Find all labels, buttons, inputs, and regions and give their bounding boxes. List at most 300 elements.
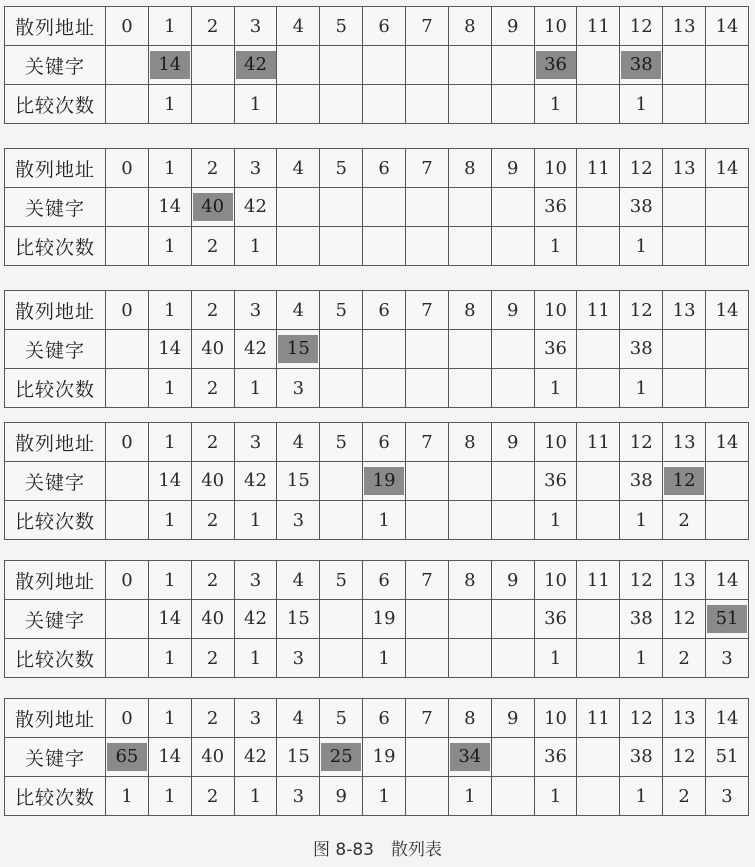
comparison-cell xyxy=(320,501,363,540)
comparison-cell xyxy=(320,227,363,266)
comparison-cell: 2 xyxy=(663,501,706,540)
key-cell xyxy=(277,462,320,501)
comparison-cell xyxy=(491,777,534,816)
key-cell xyxy=(706,738,749,777)
comparison-cell xyxy=(363,85,406,124)
key-value: 19 xyxy=(372,746,396,767)
address-cell: 2 xyxy=(191,699,234,738)
comparison-cell: 3 xyxy=(706,639,749,678)
key-value: 12 xyxy=(672,608,696,629)
comparison-cell: 1 xyxy=(148,777,191,816)
key-cell xyxy=(706,330,749,369)
address-cell: 8 xyxy=(448,561,491,600)
address-cell: 5 xyxy=(320,423,363,462)
key-cell xyxy=(148,188,191,227)
hash-table-step-5 xyxy=(4,560,749,678)
key-cell xyxy=(491,738,534,777)
key-value: 38 xyxy=(629,746,653,767)
hash-table-step-4 xyxy=(4,422,749,540)
address-cell: 6 xyxy=(363,7,406,46)
address-cell: 5 xyxy=(320,7,363,46)
key-cell xyxy=(706,188,749,227)
comparison-cell: 1 xyxy=(363,501,406,540)
key-row xyxy=(5,600,749,639)
comparisons-row xyxy=(5,501,749,540)
comparison-cell: 2 xyxy=(191,639,234,678)
key-cell xyxy=(706,46,749,85)
key-cell xyxy=(234,600,277,639)
address-cell: 13 xyxy=(663,291,706,330)
comparison-cell xyxy=(277,227,320,266)
address-cell: 1 xyxy=(148,149,191,188)
comparison-cell xyxy=(106,639,149,678)
key-row xyxy=(5,330,749,369)
row-label-address: 散列地址 xyxy=(5,423,106,462)
row-label-comparisons: 比较次数 xyxy=(5,85,106,124)
address-cell: 13 xyxy=(663,7,706,46)
address-cell: 6 xyxy=(363,423,406,462)
address-cell: 11 xyxy=(577,561,620,600)
comparison-cell xyxy=(448,369,491,408)
address-cell: 7 xyxy=(406,699,449,738)
comparison-cell xyxy=(106,227,149,266)
comparison-cell xyxy=(706,227,749,266)
comparison-cell: 2 xyxy=(191,777,234,816)
key-value: 14 xyxy=(158,196,182,217)
key-value: 38 xyxy=(629,338,653,359)
row-label-address: 散列地址 xyxy=(5,291,106,330)
address-cell: 9 xyxy=(491,561,534,600)
key-cell xyxy=(406,188,449,227)
key-cell xyxy=(491,462,534,501)
comparison-cell: 1 xyxy=(620,85,663,124)
highlighted-key: 65 xyxy=(107,743,147,771)
address-cell: 14 xyxy=(706,7,749,46)
comparison-cell: 1 xyxy=(534,227,577,266)
key-cell xyxy=(448,738,491,777)
key-value: 36 xyxy=(544,746,567,767)
address-cell: 8 xyxy=(448,423,491,462)
address-cell: 12 xyxy=(620,149,663,188)
address-cell: 2 xyxy=(191,561,234,600)
comparisons-row xyxy=(5,777,749,816)
key-cell xyxy=(577,46,620,85)
comparison-cell: 3 xyxy=(277,639,320,678)
key-cell xyxy=(620,600,663,639)
row-label-comparisons: 比较次数 xyxy=(5,369,106,408)
key-cell xyxy=(148,738,191,777)
address-cell: 10 xyxy=(534,149,577,188)
key-cell xyxy=(106,330,149,369)
key-value: 40 xyxy=(201,470,225,491)
address-cell: 4 xyxy=(277,291,320,330)
address-cell: 11 xyxy=(577,7,620,46)
address-cell: 12 xyxy=(620,291,663,330)
key-value: 42 xyxy=(244,196,267,217)
address-cell: 8 xyxy=(448,291,491,330)
address-cell: 4 xyxy=(277,149,320,188)
comparison-cell xyxy=(663,85,706,124)
comparison-cell: 1 xyxy=(148,639,191,678)
key-cell xyxy=(320,738,363,777)
comparison-cell xyxy=(406,777,449,816)
comparison-cell: 3 xyxy=(706,777,749,816)
address-cell: 10 xyxy=(534,291,577,330)
key-cell xyxy=(148,462,191,501)
key-cell xyxy=(363,188,406,227)
key-cell xyxy=(148,600,191,639)
key-cell xyxy=(620,738,663,777)
comparison-cell: 3 xyxy=(277,501,320,540)
address-cell: 13 xyxy=(663,561,706,600)
key-cell xyxy=(491,600,534,639)
highlighted-key: 51 xyxy=(707,605,747,633)
key-cell xyxy=(191,330,234,369)
comparison-cell: 1 xyxy=(620,369,663,408)
comparison-cell: 1 xyxy=(106,777,149,816)
highlighted-key: 19 xyxy=(364,467,404,495)
key-value: 36 xyxy=(544,470,567,491)
comparison-cell xyxy=(406,501,449,540)
address-cell: 7 xyxy=(406,561,449,600)
comparison-cell: 3 xyxy=(277,777,320,816)
address-cell: 14 xyxy=(706,561,749,600)
hash-table-step-3 xyxy=(4,290,749,408)
key-cell xyxy=(234,330,277,369)
key-cell xyxy=(320,330,363,369)
comparison-cell xyxy=(320,369,363,408)
comparison-cell xyxy=(663,227,706,266)
comparison-cell: 1 xyxy=(234,639,277,678)
key-value: 14 xyxy=(158,746,182,767)
key-value: 15 xyxy=(286,608,310,629)
key-cell xyxy=(577,600,620,639)
address-cell: 6 xyxy=(363,699,406,738)
key-value: 15 xyxy=(286,470,310,491)
address-cell: 0 xyxy=(106,291,149,330)
address-cell: 5 xyxy=(320,699,363,738)
key-cell xyxy=(106,46,149,85)
comparison-cell xyxy=(663,369,706,408)
key-value: 36 xyxy=(544,196,567,217)
comparison-cell xyxy=(106,369,149,408)
highlighted-key: 42 xyxy=(236,51,276,79)
address-cell: 6 xyxy=(363,149,406,188)
key-cell xyxy=(663,46,706,85)
comparison-cell: 1 xyxy=(148,369,191,408)
highlighted-key: 36 xyxy=(536,51,576,79)
address-cell: 5 xyxy=(320,561,363,600)
address-cell: 1 xyxy=(148,423,191,462)
comparison-cell xyxy=(406,227,449,266)
highlighted-key: 40 xyxy=(193,193,233,221)
comparison-cell: 1 xyxy=(234,85,277,124)
key-cell xyxy=(448,462,491,501)
key-cell xyxy=(148,46,191,85)
key-value: 42 xyxy=(244,608,267,629)
comparison-cell: 1 xyxy=(234,501,277,540)
comparison-cell: 1 xyxy=(534,85,577,124)
comparison-cell xyxy=(191,85,234,124)
comparison-cell: 3 xyxy=(277,369,320,408)
key-cell xyxy=(620,188,663,227)
key-cell xyxy=(663,600,706,639)
key-cell xyxy=(191,738,234,777)
key-cell xyxy=(534,330,577,369)
address-cell: 11 xyxy=(577,423,620,462)
highlighted-key: 38 xyxy=(621,51,661,79)
key-cell xyxy=(320,462,363,501)
key-cell xyxy=(406,600,449,639)
address-cell: 4 xyxy=(277,7,320,46)
key-value: 42 xyxy=(244,338,267,359)
address-cell: 14 xyxy=(706,291,749,330)
comparison-cell xyxy=(491,369,534,408)
comparison-cell: 1 xyxy=(448,777,491,816)
address-row xyxy=(5,149,749,188)
key-cell xyxy=(448,46,491,85)
key-cell xyxy=(534,46,577,85)
address-cell: 5 xyxy=(320,149,363,188)
key-value: 38 xyxy=(629,196,653,217)
comparison-cell: 1 xyxy=(620,501,663,540)
address-cell: 14 xyxy=(706,423,749,462)
comparison-cell: 9 xyxy=(320,777,363,816)
comparisons-row xyxy=(5,369,749,408)
address-cell: 2 xyxy=(191,7,234,46)
key-cell xyxy=(191,46,234,85)
address-cell: 2 xyxy=(191,423,234,462)
highlighted-key: 14 xyxy=(150,51,190,79)
address-cell: 12 xyxy=(620,699,663,738)
comparison-cell: 2 xyxy=(191,227,234,266)
comparison-cell xyxy=(363,227,406,266)
key-cell xyxy=(663,738,706,777)
address-cell: 7 xyxy=(406,7,449,46)
address-cell: 4 xyxy=(277,699,320,738)
comparison-cell: 1 xyxy=(363,777,406,816)
comparison-cell: 1 xyxy=(534,639,577,678)
key-cell xyxy=(577,330,620,369)
address-cell: 9 xyxy=(491,699,534,738)
address-cell: 9 xyxy=(491,423,534,462)
key-cell xyxy=(663,330,706,369)
address-cell: 6 xyxy=(363,561,406,600)
key-cell xyxy=(534,188,577,227)
address-cell: 11 xyxy=(577,149,620,188)
key-cell xyxy=(577,738,620,777)
key-cell xyxy=(406,46,449,85)
key-cell xyxy=(620,462,663,501)
key-value: 15 xyxy=(286,746,310,767)
address-cell: 10 xyxy=(534,423,577,462)
address-cell: 5 xyxy=(320,291,363,330)
comparison-cell: 1 xyxy=(148,227,191,266)
address-cell: 12 xyxy=(620,561,663,600)
key-cell xyxy=(363,46,406,85)
key-cell xyxy=(663,462,706,501)
address-cell: 10 xyxy=(534,699,577,738)
address-cell: 13 xyxy=(663,699,706,738)
address-row xyxy=(5,423,749,462)
key-cell xyxy=(363,462,406,501)
address-cell: 10 xyxy=(534,7,577,46)
key-row xyxy=(5,462,749,501)
comparison-cell xyxy=(363,369,406,408)
key-row xyxy=(5,46,749,85)
row-label-address: 散列地址 xyxy=(5,149,106,188)
key-value: 42 xyxy=(244,746,267,767)
key-cell xyxy=(534,462,577,501)
key-value: 36 xyxy=(544,608,567,629)
address-cell: 1 xyxy=(148,7,191,46)
key-cell xyxy=(363,738,406,777)
comparison-cell: 1 xyxy=(234,227,277,266)
comparison-cell xyxy=(448,501,491,540)
address-cell: 11 xyxy=(577,291,620,330)
address-cell: 0 xyxy=(106,561,149,600)
comparison-cell xyxy=(320,85,363,124)
key-cell xyxy=(191,188,234,227)
comparison-cell xyxy=(406,85,449,124)
address-cell: 8 xyxy=(448,149,491,188)
address-cell: 3 xyxy=(234,149,277,188)
comparison-cell: 2 xyxy=(663,777,706,816)
address-cell: 7 xyxy=(406,423,449,462)
comparison-cell: 1 xyxy=(534,501,577,540)
key-row xyxy=(5,738,749,777)
row-label-key: 关键字 xyxy=(5,600,106,639)
address-cell: 9 xyxy=(491,291,534,330)
key-cell xyxy=(491,330,534,369)
key-cell xyxy=(448,600,491,639)
comparison-cell: 1 xyxy=(620,227,663,266)
comparison-cell xyxy=(577,369,620,408)
address-cell: 4 xyxy=(277,423,320,462)
address-cell: 3 xyxy=(234,291,277,330)
key-value: 14 xyxy=(158,338,182,359)
address-cell: 2 xyxy=(191,291,234,330)
row-label-key: 关键字 xyxy=(5,738,106,777)
row-label-comparisons: 比较次数 xyxy=(5,777,106,816)
comparison-cell xyxy=(577,777,620,816)
comparison-cell: 1 xyxy=(363,639,406,678)
address-cell: 14 xyxy=(706,149,749,188)
key-cell xyxy=(406,738,449,777)
comparisons-row xyxy=(5,227,749,266)
comparison-cell: 1 xyxy=(148,85,191,124)
address-cell: 4 xyxy=(277,561,320,600)
highlighted-key: 34 xyxy=(450,743,490,771)
comparison-cell xyxy=(277,85,320,124)
key-cell xyxy=(191,600,234,639)
comparison-cell xyxy=(491,501,534,540)
address-cell: 3 xyxy=(234,699,277,738)
key-value: 12 xyxy=(672,746,696,767)
comparison-cell xyxy=(406,639,449,678)
key-value: 51 xyxy=(715,746,739,767)
address-row xyxy=(5,291,749,330)
key-value: 19 xyxy=(372,608,396,629)
key-cell xyxy=(320,46,363,85)
address-row xyxy=(5,561,749,600)
address-cell: 0 xyxy=(106,7,149,46)
key-value: 40 xyxy=(201,608,225,629)
address-cell: 12 xyxy=(620,423,663,462)
address-cell: 6 xyxy=(363,291,406,330)
row-label-key: 关键字 xyxy=(5,188,106,227)
address-cell: 10 xyxy=(534,561,577,600)
address-cell: 3 xyxy=(234,423,277,462)
key-cell xyxy=(663,188,706,227)
address-row xyxy=(5,699,749,738)
address-cell: 1 xyxy=(148,561,191,600)
row-label-address: 散列地址 xyxy=(5,699,106,738)
key-cell xyxy=(448,330,491,369)
comparison-cell xyxy=(706,85,749,124)
key-cell xyxy=(363,600,406,639)
address-cell: 1 xyxy=(148,291,191,330)
key-cell xyxy=(234,188,277,227)
key-cell xyxy=(620,46,663,85)
key-cell xyxy=(320,188,363,227)
address-cell: 7 xyxy=(406,291,449,330)
key-cell xyxy=(106,600,149,639)
key-cell xyxy=(277,330,320,369)
key-cell xyxy=(448,188,491,227)
address-cell: 9 xyxy=(491,7,534,46)
address-row xyxy=(5,7,749,46)
address-cell: 14 xyxy=(706,699,749,738)
row-label-key: 关键字 xyxy=(5,462,106,501)
row-label-key: 关键字 xyxy=(5,330,106,369)
key-cell xyxy=(234,738,277,777)
row-label-address: 散列地址 xyxy=(5,561,106,600)
row-label-comparisons: 比较次数 xyxy=(5,227,106,266)
address-cell: 0 xyxy=(106,423,149,462)
address-cell: 9 xyxy=(491,149,534,188)
key-cell xyxy=(706,600,749,639)
comparison-cell: 1 xyxy=(234,777,277,816)
key-cell xyxy=(277,46,320,85)
highlighted-key: 25 xyxy=(321,743,361,771)
comparison-cell: 1 xyxy=(534,369,577,408)
comparison-cell: 1 xyxy=(620,639,663,678)
address-cell: 3 xyxy=(234,7,277,46)
address-cell: 3 xyxy=(234,561,277,600)
row-label-comparisons: 比较次数 xyxy=(5,501,106,540)
hash-table-step-1 xyxy=(4,6,749,124)
address-cell: 2 xyxy=(191,149,234,188)
comparison-cell: 1 xyxy=(534,777,577,816)
highlighted-key: 15 xyxy=(278,335,318,363)
comparison-cell xyxy=(577,501,620,540)
key-cell xyxy=(191,462,234,501)
key-value: 40 xyxy=(201,338,225,359)
key-cell xyxy=(148,330,191,369)
key-cell xyxy=(320,600,363,639)
address-cell: 13 xyxy=(663,423,706,462)
key-value: 14 xyxy=(158,608,182,629)
key-cell xyxy=(534,600,577,639)
comparison-cell: 1 xyxy=(234,369,277,408)
key-cell xyxy=(491,188,534,227)
key-cell xyxy=(620,330,663,369)
key-value: 42 xyxy=(244,470,267,491)
key-cell xyxy=(234,462,277,501)
hash-table-step-6 xyxy=(4,698,749,816)
key-cell xyxy=(363,330,406,369)
